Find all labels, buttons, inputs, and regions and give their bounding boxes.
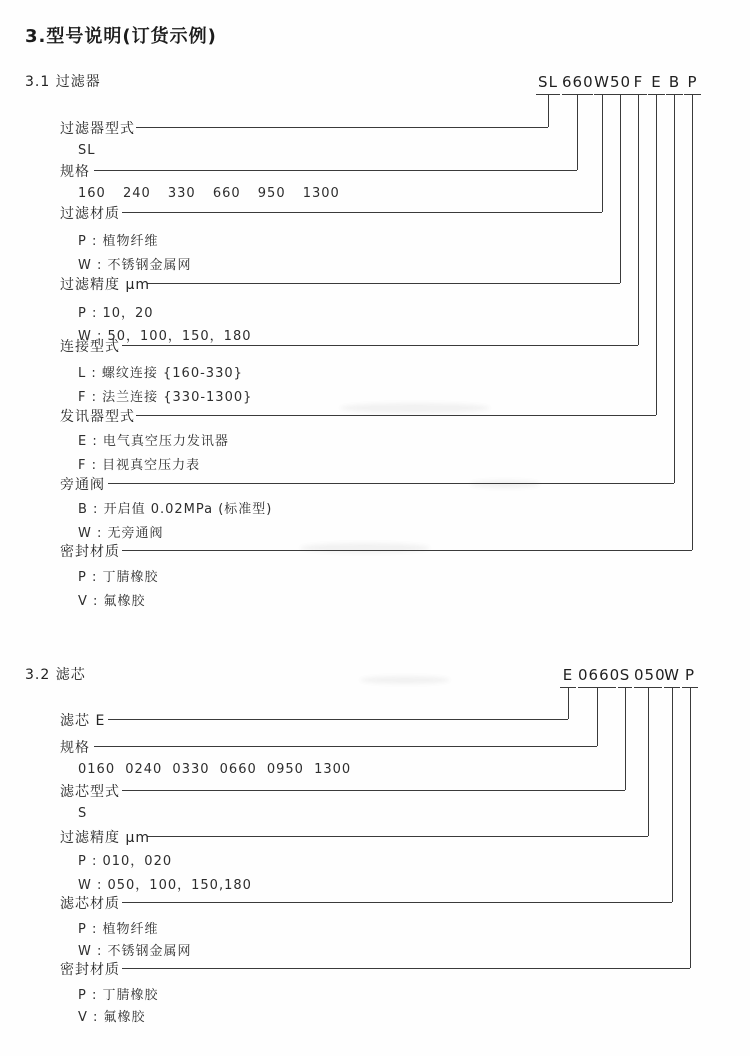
field-label-connection-type: 连接型式	[60, 339, 120, 355]
field-label-indicator-type: 发讯器型式	[60, 409, 135, 425]
leader-line-horizontal	[122, 212, 602, 213]
model-code-segment: W	[594, 73, 610, 95]
leader-line-vertical	[692, 95, 693, 550]
option-item: W : 不锈钢金属网	[78, 258, 192, 273]
model-code-segment: B	[666, 73, 683, 95]
option-item: SL	[78, 143, 96, 158]
leader-line-vertical	[548, 95, 549, 127]
leader-line-vertical	[656, 95, 657, 415]
model-code-segment: S	[618, 666, 632, 688]
field-label-size: 规格	[60, 164, 90, 180]
scan-smudge	[360, 676, 450, 684]
leader-line-vertical	[625, 688, 626, 790]
model-code-segment: 0660	[578, 666, 616, 688]
leader-line-horizontal	[122, 790, 625, 791]
option-item: P : 丁腈橡胶	[78, 570, 159, 585]
option-item: F : 目视真空压力表	[78, 458, 201, 473]
leader-line-vertical	[674, 95, 675, 483]
model-code-segment: F	[630, 73, 647, 95]
option-item: P : 植物纤维	[78, 234, 159, 249]
leader-line-horizontal	[136, 415, 656, 416]
leader-line-vertical	[620, 95, 621, 283]
field-label-seal-material: 密封材质	[60, 544, 120, 560]
field-label-filter-precision: 过滤精度 μm	[60, 277, 150, 293]
page-title: 3.型号说明(订货示例)	[25, 26, 217, 47]
option-item: P : 丁腈橡胶	[78, 988, 159, 1003]
option-item: W : 不锈钢金属网	[78, 944, 192, 959]
option-item: 160 240 330 660 950 1300	[78, 186, 340, 201]
option-item: E : 电气真空压力发讯器	[78, 434, 229, 449]
option-item: P : 010，020	[78, 854, 173, 869]
scan-smudge	[300, 543, 430, 553]
leader-line-horizontal	[147, 283, 620, 284]
model-code-segment: SL	[536, 73, 560, 95]
model-code-segment: 660	[562, 73, 593, 95]
leader-line-horizontal	[94, 746, 597, 747]
model-code-segment: P	[684, 73, 701, 95]
field-label-element-type: 滤芯型式	[60, 784, 120, 800]
field-label-element: 滤芯 E	[60, 713, 106, 729]
option-item: B : 开启值 0.02MPa (标准型)	[78, 502, 273, 517]
leader-line-horizontal	[94, 170, 577, 171]
field-label-bypass-valve: 旁通阀	[60, 477, 105, 493]
option-item: P : 植物纤维	[78, 922, 159, 937]
scan-smudge	[470, 480, 540, 488]
model-code-segment: E	[648, 73, 665, 95]
field-label-element-material: 滤芯材质	[60, 896, 120, 912]
leader-line-horizontal	[147, 836, 648, 837]
model-code-segment: P	[682, 666, 698, 688]
option-item: W : 050，100，150,180	[78, 878, 252, 893]
option-item: W : 50，100，150，180	[78, 329, 252, 344]
leader-line-vertical	[568, 688, 569, 719]
option-item: P : 10，20	[78, 306, 154, 321]
option-item: S	[78, 806, 88, 821]
model-code-segment: 050	[634, 666, 662, 688]
field-label-size: 规格	[60, 740, 90, 756]
leader-line-horizontal	[136, 127, 548, 128]
leader-line-horizontal	[108, 483, 674, 484]
leader-line-horizontal	[108, 719, 568, 720]
leader-line-horizontal	[122, 345, 638, 346]
leader-line-horizontal	[122, 550, 692, 551]
leader-line-vertical	[638, 95, 639, 345]
field-label-filter-material: 过滤材质	[60, 206, 120, 222]
option-item: L : 螺纹连接 {160-330}	[78, 366, 243, 381]
field-label-seal-material: 密封材质	[60, 962, 120, 978]
model-code-segment: W	[664, 666, 680, 688]
scan-smudge	[340, 403, 490, 413]
option-item: F : 法兰连接 {330-1300}	[78, 390, 253, 405]
leader-line-horizontal	[122, 902, 672, 903]
option-item: V : 氟橡胶	[78, 1010, 146, 1025]
option-item: 0160 0240 0330 0660 0950 1300	[78, 762, 352, 777]
leader-line-horizontal	[122, 968, 690, 969]
section-heading-filter: 3.1 过滤器	[25, 74, 101, 90]
section-heading-element: 3.2 滤芯	[25, 667, 86, 683]
leader-line-vertical	[672, 688, 673, 902]
option-item: W : 无旁通阀	[78, 526, 164, 541]
leader-line-vertical	[602, 95, 603, 212]
leader-line-vertical	[577, 95, 578, 170]
field-label-filter-precision: 过滤精度 μm	[60, 830, 150, 846]
leader-line-vertical	[597, 688, 598, 746]
field-label-filter-type: 过滤器型式	[60, 121, 135, 137]
option-item: V : 氟橡胶	[78, 594, 146, 609]
model-code-segment: 50	[610, 73, 631, 95]
leader-line-vertical	[690, 688, 691, 968]
leader-line-vertical	[648, 688, 649, 836]
model-code-segment: E	[560, 666, 576, 688]
